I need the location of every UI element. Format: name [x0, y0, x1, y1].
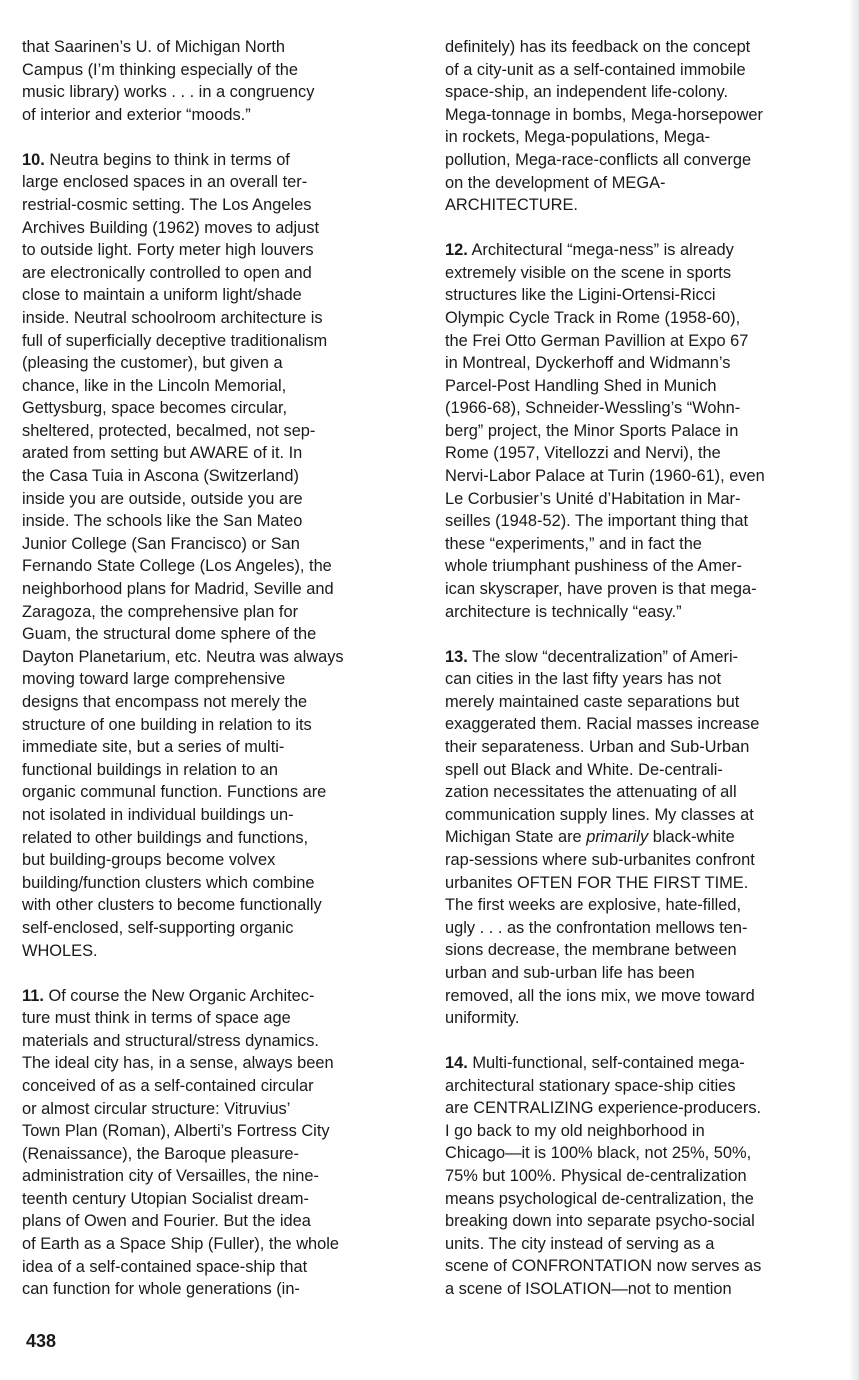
text-line: can cities in the last fifty years has not — [445, 670, 722, 689]
text-line: the Casa Tuia in Ascona (Switzerland) — [22, 467, 299, 486]
text-line: zation necessitates the attenuating of all — [445, 783, 737, 802]
paragraph-number: 12. — [445, 241, 468, 260]
left-column — [22, 36, 406, 1301]
text-line: WHOLES. — [22, 941, 98, 960]
text-line: a scene of ISOLATION—not to mention — [445, 1280, 732, 1299]
text-line: chance, like in the Lincoln Memorial, — [22, 376, 287, 395]
text-line: arated from setting but AWARE of it. In — [22, 444, 303, 463]
text-line: urban and sub-urban life has been — [445, 963, 695, 982]
text-line: of Earth as a Space Ship (Fuller), the whole — [22, 1235, 340, 1254]
paragraph-number: 13. — [445, 647, 468, 666]
text-line: music library) works . . . in a congruency — [22, 83, 315, 102]
text-line: neighborhood plans for Madrid, Seville and — [22, 580, 334, 599]
text-line: Of course the New Organic Architec- — [43, 986, 315, 1005]
text-line: Mega-tonnage in bombs, Mega-horsepower — [445, 105, 763, 124]
text-line: Rome (1957, Vitellozzi and Nervi), the — [445, 444, 721, 463]
text-line: Chicago—it is 100% black, not 25%, 50%, — [445, 1144, 752, 1163]
text-line: of interior and exterior “moods.” — [22, 105, 251, 124]
text-line: Guam, the structural dome sphere of the — [22, 625, 317, 644]
page-edge-shadow — [849, 0, 859, 1380]
text-line: related to other buildings and functions, — [22, 828, 309, 847]
text-line: Le Corbusier’s Unité d’Habitation in Mar- — [445, 489, 741, 508]
text-line: organic communal function. Functions are — [22, 783, 327, 802]
text-line: architectural stationary space-ship cities — [445, 1076, 736, 1095]
text-line: can function for whole generations (in- — [22, 1280, 300, 1299]
text-line: functional buildings in relation to an — [22, 760, 279, 779]
text-line: Parcel-Post Handling Shed in Munich — [445, 376, 717, 395]
text-line: building/function clusters which combine — [22, 873, 315, 892]
text-line: ture must think in terms of space age — [22, 1009, 291, 1028]
text-line: removed, all the ions mix, we move toward — [445, 986, 755, 1005]
text-line: idea of a self-contained space-ship that — [22, 1257, 308, 1276]
text-line: teenth century Utopian Socialist dream- — [22, 1189, 309, 1208]
text-line: Junior College (San Francisco) or San — [22, 534, 300, 553]
paragraph-14 — [445, 1052, 823, 1301]
text-line: Archives Building (1962) moves to adjust — [22, 218, 320, 237]
text-line: architecture is technically “easy.” — [445, 602, 682, 621]
paragraph-12 — [445, 239, 823, 623]
text-line: in Montreal, Dyckerhoff and Widmann’s — [445, 354, 731, 373]
text-line: (Renaissance), the Baroque pleasure- — [22, 1144, 299, 1163]
paragraph-number: 11. — [22, 986, 44, 1005]
text-line: spell out Black and White. De-centrali- — [445, 760, 723, 779]
text-line: structure of one building in relation to its — [22, 715, 312, 734]
text-line: sheltered, protected, becalmed, not sep- — [22, 421, 316, 440]
paragraph-11 — [22, 985, 406, 1301]
text-line: The slow “decentralization” of Ameri- — [467, 647, 739, 666]
text-line: The ideal city has, in a sense, always been — [22, 1054, 334, 1073]
text-line: inside. The schools like the San Mateo — [22, 512, 303, 531]
paragraph-number: 10. — [22, 150, 45, 169]
text-line: space-ship, an independent life-colony. — [445, 83, 729, 102]
text-line: Dayton Planetarium, etc. Neutra was always — [22, 647, 344, 666]
paragraph-continuation — [22, 36, 406, 126]
text-line: definitely) has its feedback on the concept — [445, 38, 751, 56]
text-line: berg” project, the Minor Sports Palace in — [445, 421, 739, 440]
text-line: Olympic Cycle Track in Rome (1958-60), — [445, 308, 741, 327]
text-line: self-enclosed, self-supporting organic — [22, 918, 294, 937]
text-line-with-emphasis: Michigan State are primarily black-white — [445, 828, 735, 847]
text-line: ugly . . . as the confrontation mellows ten- — [445, 918, 748, 937]
text-line: scene of CONFRONTATION now serves as — [445, 1257, 762, 1276]
text-line: in rockets, Mega-populations, Mega- — [445, 128, 711, 147]
text-line: immediate site, but a series of multi- — [22, 738, 285, 757]
text-line: extremely visible on the scene in sports — [445, 263, 732, 282]
text-line: communication supply lines. My classes at — [445, 805, 754, 824]
text-line: pollution, Mega-race-conflicts all converge — [445, 150, 752, 169]
text-line: inside you are outside, outside you are — [22, 489, 303, 508]
text-line: Town Plan (Roman), Alberti’s Fortress City — [22, 1122, 330, 1141]
emphasis-primarily: primarily — [586, 828, 649, 847]
text-line: exaggerated them. Racial masses increase — [445, 715, 760, 734]
text-line: Fernando State College (Los Angeles), the — [22, 557, 332, 576]
text-line: units. The city instead of serving as a — [445, 1234, 715, 1253]
text-line: seilles (1948-52). The important thing that — [445, 512, 749, 531]
text-line: are CENTRALIZING experience-producers. — [445, 1099, 762, 1118]
page-number: 438 — [26, 1331, 57, 1351]
text-line: or almost circular structure: Vitruvius’ — [22, 1099, 291, 1118]
text-line: Multi-functional, self-contained mega- — [467, 1054, 745, 1073]
text-line: that Saarinen’s U. of Michigan North — [22, 38, 285, 56]
text-line: urbanites OFTEN FOR THE FIRST TIME. — [445, 873, 749, 892]
text-line: not isolated in individual buildings un- — [22, 805, 294, 824]
text-line: Zaragoza, the comprehensive plan for — [22, 602, 299, 621]
text-line: Architectural “mega-ness” is already — [467, 241, 734, 260]
text-line: whole triumphant pushiness of the Amer- — [445, 557, 743, 576]
text-line: sions decrease, the membrane between — [445, 941, 737, 960]
text-line: conceived of as a self-contained circular — [22, 1076, 314, 1095]
text-line: designs that encompass not merely the — [22, 693, 308, 712]
text-line: means psychological de-centralization, the — [445, 1189, 754, 1208]
text-line: with other clusters to become functionally — [22, 896, 322, 915]
text-line: Nervi-Labor Palace at Turin (1960-61), even — [445, 467, 765, 486]
text-line: close to maintain a uniform light/shade — [22, 286, 302, 305]
text-line: Campus (I’m thinking especially of the — [22, 60, 299, 79]
text-line: are electronically controlled to open and — [22, 263, 312, 282]
text-line: merely maintained caste separations but — [445, 692, 740, 711]
text-line: uniformity. — [445, 1009, 520, 1028]
text-line: ican skyscraper, have proven is that mega- — [445, 580, 757, 599]
text-line: full of superficially deceptive traditionalism — [22, 331, 328, 350]
text-line: plans of Owen and Fourier. But the idea — [22, 1212, 311, 1231]
text-line: The first weeks are explosive, hate-filled, — [445, 896, 742, 915]
text-line: of a city-unit as a self-contained immobile — [445, 60, 746, 79]
text-line: restrial-cosmic setting. The Los Angeles — [22, 195, 312, 214]
text-line: structures like the Ligini-Ortensi-Ricci — [445, 286, 716, 305]
text-line: on the development of MEGA- — [445, 173, 666, 192]
text-line: these “experiments,” and in fact the — [445, 534, 702, 553]
paragraph-10 — [22, 149, 406, 962]
text-line: inside. Neutral schoolroom architecture is — [22, 308, 323, 327]
paragraph-13 — [445, 646, 823, 1030]
text-line: rap-sessions where sub-urbanites confront — [445, 850, 755, 869]
text-line: breaking down into separate psycho-social — [445, 1212, 755, 1231]
text-line: their separateness. Urban and Sub-Urban — [445, 738, 750, 756]
text-line: 75% but 100%. Physical de-centralization — [445, 1167, 747, 1186]
right-column — [445, 36, 823, 1301]
text-line: (pleasing the customer), but given a — [22, 354, 283, 373]
text-line: materials and structural/stress dynamics. — [22, 1031, 319, 1050]
text-line: (1966-68), Schneider-Wessling’s “Wohn- — [445, 399, 741, 418]
text-line: I go back to my old neighborhood in — [445, 1121, 705, 1140]
text-line: the Frei Otto German Pavillion at Expo 67 — [445, 331, 749, 350]
text-line: administration city of Versailles, the nine- — [22, 1167, 319, 1186]
text-line: Neutra begins to think in terms of — [44, 150, 290, 169]
text-line: large enclosed spaces in an overall ter- — [22, 173, 308, 192]
paragraph-number: 14. — [445, 1054, 468, 1073]
text-line: Gettysburg, space becomes circular, — [22, 399, 288, 418]
text-line: but building-groups become volvex — [22, 851, 276, 870]
text-line: ARCHITECTURE. — [445, 196, 578, 215]
paragraph-continuation — [445, 36, 823, 217]
text-line: to outside light. Forty meter high louvers — [22, 241, 314, 260]
text-line: moving toward large comprehensive — [22, 670, 286, 689]
